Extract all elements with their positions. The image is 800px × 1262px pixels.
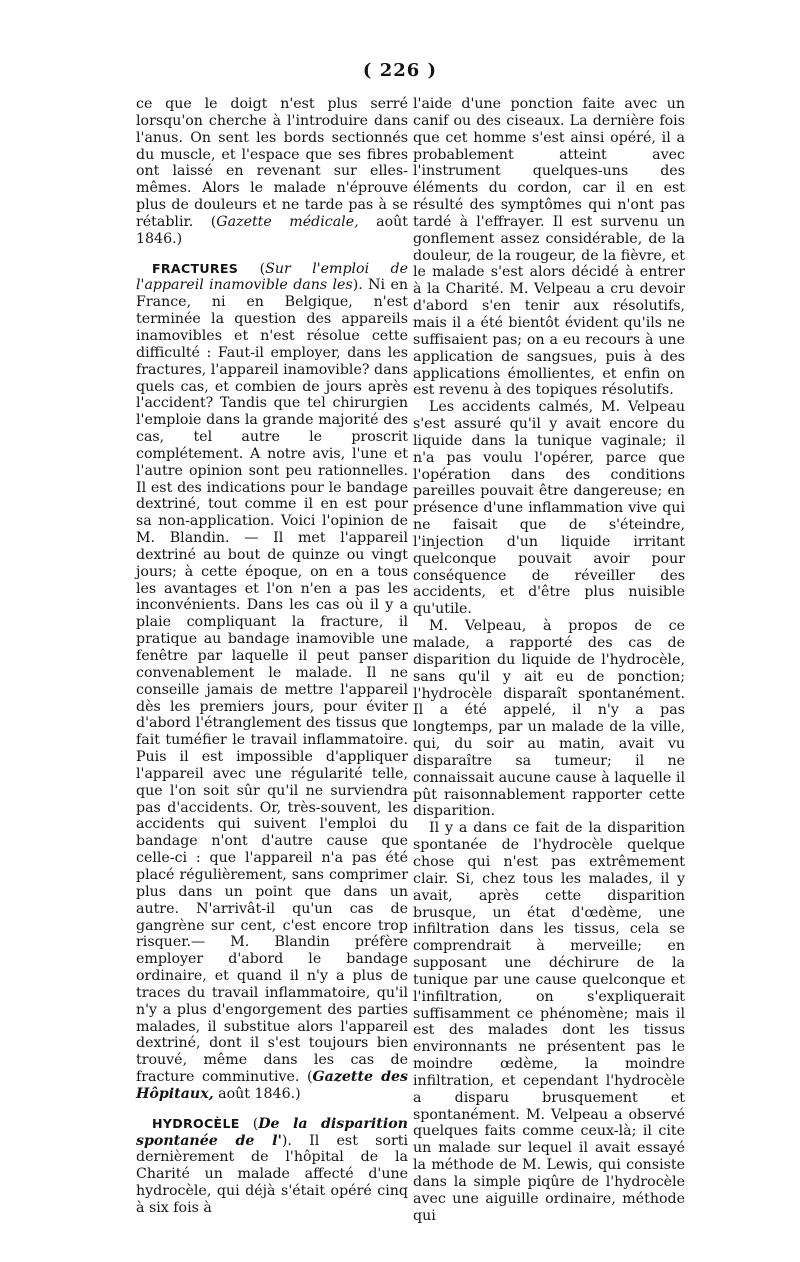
paragraph-accidents: Les accidents calmés, M. Velpeau s'est assuré qu'il y avait encore du liquide dans la tunique vaginale; il n'a pas voulu l'opérer, parce que l'opération dans des conditions pareilles pouvait être dangereuse; en présence d'une inflammation vive qui ne faisait que de s'éteindre, l'injection d'un liquide irritant quelconque pouvait avoir pour conséquence de réveiller des accidents, et d'être plus nuisible qu'utile. [413,399,685,618]
section-heading-hydrocele: HYDROCÈLE [152,1115,240,1131]
subtitle-close: ). [352,277,363,294]
paragraph-text: ce que le doigt n'est plus serré lorsqu'on cherche à l'introduire dans l'anus. On sent les bords sectionnés du muscle, et l'espace que ses fibres ont laissé en revenant sur elles-mêmes. Alors le malade n'éprouve plus de douleurs et ne tarde pas à se rétablir. ( [136,96,408,230]
page-number: ( 226 ) [362,60,438,81]
section-heading-fractures: FRACTURES [152,260,239,276]
paragraph-anal-fissure-end [136,96,408,248]
citation-date: août 1846.) [213,1085,301,1102]
paragraph-puncture: l'aide d'une ponction faite avec un canif ou des ciseaux. La dernière fois que cet homme s'est ainsi opéré, il a probablement atteint avec l'instrument quelques-uns des éléments du cordon, car il en est résulté des symptômes qui n'ont pas tardé à l'effrayer. Il est survenu un gonflement assez considérable, de la douleur, de la rougeur, de la fièvre, et le malade s'est alors décidé à entrer à la Charité. M. Velpeau a cru devoir d'abord s'en tenir aux résolutifs, mais il a été bientôt évident qu'ils ne suffisaient pas; on a eu recours à une application de sangsues, puis à des applications émollientes, et enfin on est revenu à des topiques résolutifs. [413,96,685,399]
paragraph-spontaneous-disappearance: Il y a dans ce fait de la disparition spontanée de l'hydrocèle quelque chose qui n'est pas extrêmement clair. Si, chez tous les malades, il y avait, après cette disparition brusque, un état d'œdème, une infiltration dans les tissus, cela se comprendrait à merveille; en supposant une déchirure de la tunique par une cause quelconque et l'infiltration, on s'expliquerait suffisamment ce phénomène; mais il est des malades dont les tissus environnants ne présentent pas le moindre œdème, la moindre infiltration, et cependant l'hydrocèle a disparu brusquement et spontanément. M. Velpeau a observé quelques faits comme ceux-là; il cite un malade sur lequel il avait essayé la méthode de M. Lewis, qui consiste dans la simple piqûre de l'hydrocèle avec une aiguille ordinaire, méthode qui [413,820,685,1224]
left-column [136,96,408,1217]
subtitle-close: ). [281,1132,292,1149]
right-column [413,96,685,1225]
section-subtitle: De la disparition spontanée de l' [136,1115,408,1149]
source-citation: Gazette des Hôpitaux, [136,1069,409,1102]
paragraph-fractures [136,261,408,1103]
paragraph-text: Ni en France, ni en Belgique, n'est terminée la question des appareils inamovibles et n'est résolue cette difficulté : Faut-il employer, dans les fractures, l'appareil inamovible? dans quels cas, et combien de jours après l'accident? Tandis que tel chirurgien l'emploie dans la grande majorité des cas, tel autre le proscrit complétement. A notre avis, l'une et l'autre opinion sont peu rationnelles. Il est des indications pour le bandage dextriné, tout comme il en est pour sa non-application. Voici l'opinion de M. Blandin. — Il met l'appareil dextriné au bout de quinze ou vingt jours; à cette époque, on en a tous les avantages et l'on n'en a pas les inconvénients. Dans les cas où il y a plaie compliquant la fracture, il pratique au bandage inamovible une fenêtre par laquelle il peut panser convenablement le malade. Il ne conseille jamais de mettre l'appareil dès les premiers jours, pour éviter d'abord l'étranglement des tissus que fait tuméfier le travail inflammatoire. Puis il est impossible d'appliquer l'appareil avec une régularité telle, que l'on soit sûr qu'il ne surviendra pas d'accidents. Or, très-souvent, les accidents qui suivent l'emploi du bandage n'ont d'autre cause que celle-ci : que l'appareil n'a pas été placé régulièrement, sans comprimer plus dans un point que dans un autre. N'arrivât-il qu'un cas de gangrène sur cent, c'est encore trop risquer.— M. Blandin préfère employer d'abord le bandage ordinaire, et quand il n'y a plus de traces du travail inflammatoire, qu'il n'y a plus d'engorgement des parties malades, il substitue alors l'appareil dextriné, dont il s'est toujours bien trouvé, même dans les cas de fracture comminutive. ( [136,277,408,1086]
paragraph-text: Il est sorti dernièrement de l'hôpital de la Charité un malade affecté d'une hydrocèle, qui déjà s'était opéré cinq à six fois à [136,1132,408,1216]
paragraph-velpeau-cases: M. Velpeau, à propos de ce malade, a rapporté des cas de disparition du liquide de l'hydrocèle, sans qu'il y ait eu de ponction; l'hydrocèle disparaît spontanément. Il a été appelé, il n'y a pas longtemps, par un malade de la ville, qui, du soir au matin, avait vu disparaître sa tumeur; il ne connaissait aucune cause à laquelle il pût raisonnablement rapporter cette disparition. [413,618,685,820]
source-citation: Gazette médicale, [216,213,359,230]
section-subtitle: Sur l'emploi de l'appareil inamovible dans les [136,260,409,294]
subtitle-open: ( [239,1115,259,1132]
subtitle-open: ( [238,260,266,277]
citation-date: août 1846.) [136,213,408,247]
paragraph-hydrocele [136,1116,408,1217]
